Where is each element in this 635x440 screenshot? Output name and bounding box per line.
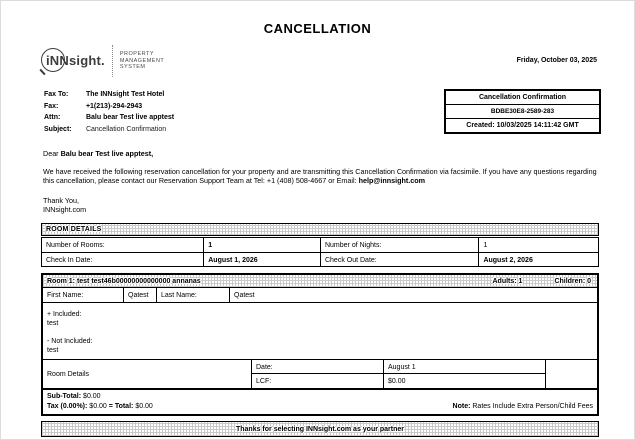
last-name-label: Last Name: bbox=[156, 288, 229, 302]
fax-number-row bbox=[44, 101, 174, 113]
fax-number-value: +1(213)-294-2943 bbox=[85, 102, 143, 110]
included-value: test bbox=[47, 320, 59, 327]
fax-to-row bbox=[44, 89, 174, 101]
lcf-label: LCF: bbox=[251, 374, 383, 388]
footer-bar bbox=[41, 421, 599, 437]
check-in-date-value: August 1, 2026 bbox=[203, 252, 320, 266]
logo-tagline-line: SYSTEM bbox=[119, 64, 146, 71]
guest-name-row bbox=[43, 288, 597, 303]
lcf-value: $0.00 bbox=[383, 374, 545, 388]
children-count: Children: 0 bbox=[554, 277, 591, 285]
subject-label: Subject: bbox=[44, 125, 72, 133]
note-text: Rates Include Extra Person/Child Fees bbox=[472, 402, 593, 410]
fax-to-value: The INNsight Test Hotel bbox=[85, 91, 165, 98]
room-1-title: Room 1: test test46b00000000000000 annanas bbox=[47, 277, 201, 285]
room-details-header-bar bbox=[41, 223, 599, 236]
page-title: CANCELLATION bbox=[263, 21, 372, 36]
logo-tagline-line: PROPERTY bbox=[119, 50, 155, 57]
salutation-prefix: Dear bbox=[43, 149, 61, 158]
room-details-table bbox=[41, 237, 599, 267]
inclusions-block bbox=[43, 303, 597, 360]
logo-divider bbox=[112, 45, 113, 77]
subtotal-label: Sub-Total: bbox=[47, 393, 82, 400]
tax-value: $0.00 bbox=[89, 402, 107, 410]
first-name-label: First Name: bbox=[47, 291, 84, 299]
magnifier-handle-icon bbox=[39, 69, 45, 76]
date-value: August 1 bbox=[383, 360, 545, 374]
fax-number-label: Fax: bbox=[44, 102, 59, 110]
room-details-cell: Room Details bbox=[47, 370, 90, 378]
subject-value: Cancellation Confirmation bbox=[85, 125, 167, 133]
footer-text: Thanks for selecting INNsight.com as your partner bbox=[235, 425, 405, 433]
confirmation-box-title: Cancellation Confirmation bbox=[478, 94, 567, 101]
letter-paragraph bbox=[43, 167, 601, 186]
innsight-logo bbox=[41, 45, 164, 77]
room-details-section bbox=[41, 223, 599, 267]
totals-left bbox=[47, 392, 153, 411]
document-date: Friday, October 03, 2025 bbox=[516, 57, 597, 64]
attn-value: Balu bear Test live apptest bbox=[85, 114, 175, 122]
letter-text: We have received the following reservation cancellation for your property and are transmitting this Cancellation Confirmation via facsimile. If you have any questions regarding this cancellation, please contact our Reservation Support Team at Tel: +1 (408) 508-4667 or Email: bbox=[43, 166, 597, 186]
salutation bbox=[43, 149, 601, 159]
signature-line: INNsight.com bbox=[43, 205, 87, 215]
included-label: + Included: bbox=[47, 311, 82, 318]
empty-rate-cell bbox=[545, 360, 597, 388]
logo-tagline bbox=[120, 51, 164, 71]
closing-line: Thank You, bbox=[43, 195, 79, 205]
subtotal-value: $0.00 bbox=[83, 393, 101, 400]
confirmation-created-timestamp: Created: 10/03/2025 14:11:42 GMT bbox=[446, 118, 599, 132]
spacer bbox=[47, 328, 593, 337]
support-email: help@innsight.com bbox=[358, 176, 426, 186]
number-of-rooms-label: Number of Rooms: bbox=[46, 241, 105, 249]
number-of-nights-label: Number of Nights: bbox=[320, 238, 478, 252]
room-1-section bbox=[41, 273, 599, 416]
total-label: = Total: bbox=[108, 402, 134, 410]
logo-tagline-line: MANAGEMENT bbox=[119, 57, 165, 64]
room-1-header-bar bbox=[43, 275, 597, 288]
attn-row bbox=[44, 112, 174, 124]
cancellation-confirmation-box bbox=[444, 89, 601, 134]
not-included-label: - Not Included: bbox=[47, 338, 93, 345]
letter-body bbox=[43, 149, 601, 215]
check-out-date-value: August 2, 2026 bbox=[478, 252, 598, 266]
totals-row bbox=[43, 388, 597, 414]
subject-row bbox=[44, 124, 174, 136]
logo-brand-text: iNNsight. bbox=[46, 53, 105, 68]
date-label: Date: bbox=[251, 360, 383, 374]
total-value: $0.00 bbox=[135, 402, 153, 410]
adults-count: Adults: 1 bbox=[492, 277, 523, 285]
first-name-value: Qatest bbox=[123, 288, 156, 302]
rates-note bbox=[453, 402, 593, 412]
check-in-date-label: Check In Date: bbox=[42, 252, 203, 266]
subtotal-line bbox=[47, 392, 153, 402]
attn-label: Attn: bbox=[44, 114, 61, 122]
number-of-nights-value: 1 bbox=[478, 238, 598, 252]
room-rate-table bbox=[43, 360, 597, 388]
tax-total-line bbox=[47, 402, 153, 412]
room-details-header-title: ROOM DETAILS bbox=[46, 226, 102, 233]
confirmation-code: BDBE30E8-2589-283 bbox=[446, 104, 599, 118]
fax-header-block bbox=[44, 89, 174, 135]
last-name-value: Qatest bbox=[229, 288, 597, 302]
magnifier-logo-icon bbox=[41, 45, 105, 77]
tax-label: Tax (0.00%): bbox=[47, 402, 88, 410]
salutation-name: Balu bear Test live apptest, bbox=[60, 149, 154, 158]
check-out-date-label: Check Out Date: bbox=[320, 252, 478, 266]
note-label: Note: bbox=[452, 402, 471, 410]
number-of-rooms-value: 1 bbox=[203, 238, 320, 252]
not-included-value: test bbox=[47, 347, 59, 354]
fax-to-label: Fax To: bbox=[44, 91, 69, 98]
